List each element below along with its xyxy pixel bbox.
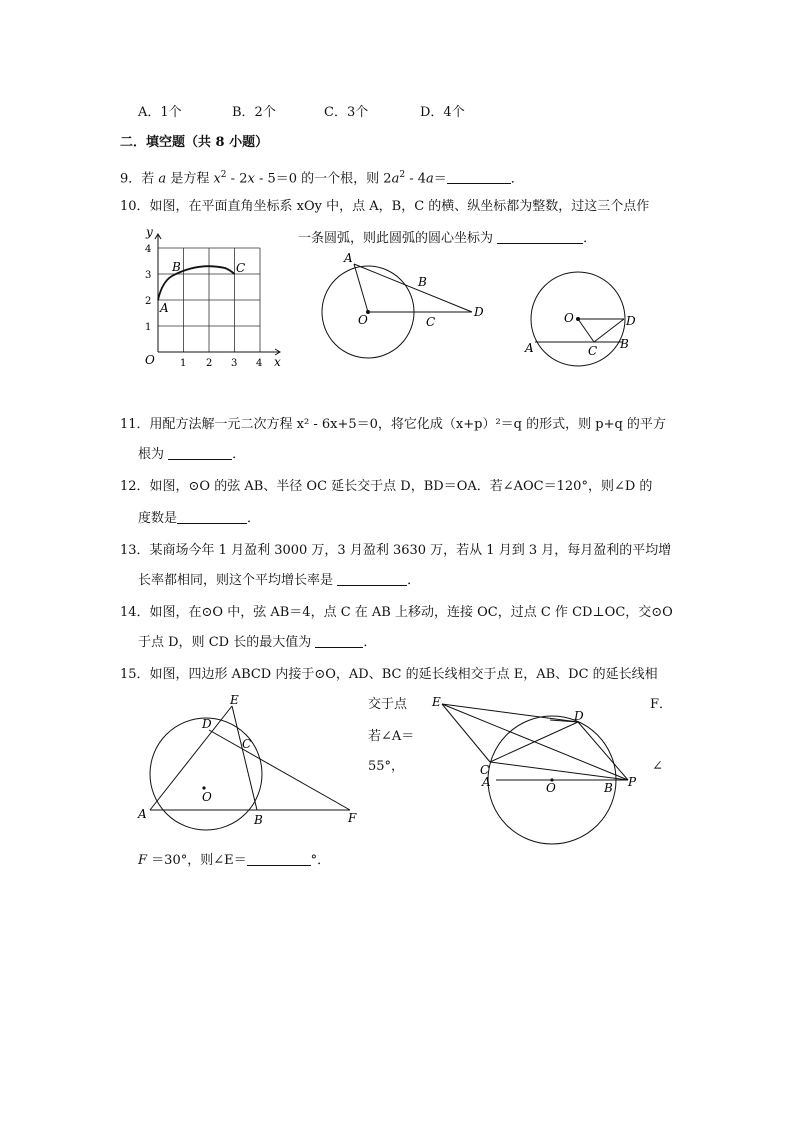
label-o: O: [564, 311, 574, 325]
option-d: D．4个: [420, 105, 465, 120]
option-a: A．1个: [138, 105, 182, 120]
answer-blank[interactable]: [247, 852, 311, 866]
label-e: E: [432, 695, 441, 709]
answer-blank[interactable]: [337, 572, 407, 586]
x-tick: 4: [256, 358, 263, 369]
question-15-frag: 若∠A＝: [368, 729, 415, 744]
label-d: D: [626, 314, 636, 328]
label-c: C: [588, 344, 598, 358]
question-15-last-line: F ＝30°，则∠E＝ °．: [138, 853, 331, 868]
y-tick: 2: [145, 296, 152, 307]
y-tick: 4: [145, 244, 152, 255]
question-12-line2: 度数是 ．: [138, 511, 261, 526]
label-c: C: [242, 737, 252, 751]
question-13-line2: 长率都相同，则这个平均增长率是 ．: [138, 573, 421, 588]
figure-q12: [318, 250, 498, 365]
origin-label: O: [145, 353, 155, 367]
x-tick: 2: [206, 358, 213, 369]
question-15-line1: 15．如图，四边形 ABCD 内接于⊙O，AD、BC 的延长线相交于点 E，AB、DC 的延长线相: [120, 667, 658, 682]
label-b: B: [254, 813, 263, 827]
label-d: D: [474, 305, 484, 319]
label-c: C: [426, 315, 436, 329]
label-b: B: [418, 275, 427, 289]
x-tick: 3: [231, 358, 238, 369]
figure-grid-arc: [140, 225, 290, 373]
figure-point-p: [428, 692, 644, 846]
figure-q14: [520, 266, 650, 366]
label-c: C: [480, 763, 490, 777]
y-axis-label: y: [146, 225, 153, 239]
label-o: O: [546, 781, 556, 795]
y-tick: 3: [145, 270, 152, 281]
question-13-line1: 13．某商场今年 1 月盈利 3000 万，3 月盈利 3630 万，若从 1 月到 3 月，每月盈利的平均增: [120, 543, 672, 558]
option-c: C．3个: [324, 105, 369, 120]
answer-blank[interactable]: [177, 510, 247, 524]
label-b: B: [604, 781, 613, 795]
y-tick: 1: [145, 322, 152, 333]
question-14-line2: 于点 D，则 CD 长的最大值为 ．: [138, 635, 377, 650]
question-14-line1: 14．如图，在⊙O 中，弦 AB＝4，点 C 在 AB 上移动，连接 OC，过点 C 作 CD⊥OC，交⊙O: [120, 605, 673, 620]
answer-blank[interactable]: [447, 170, 511, 184]
question-15-frag: F．: [650, 697, 673, 712]
label-p: P: [628, 775, 637, 789]
question-10-line2: 一条圆弧，则此圆弧的圆心坐标为 ．: [298, 231, 597, 246]
label-a: A: [482, 775, 491, 789]
x-axis-label: x: [274, 355, 281, 369]
label-b: B: [620, 337, 629, 351]
question-15-frag: 交于点: [368, 697, 408, 712]
label-e: E: [230, 693, 239, 707]
figure-q15: [134, 694, 370, 834]
point-label-c: C: [236, 261, 246, 275]
answer-blank[interactable]: [168, 446, 232, 460]
question-11-line1: 11．用配方法解一元二次方程 x² - 6x+5＝0，将它化成（x+p）²＝q 的形式，则 p+q 的平方: [120, 417, 666, 432]
question-9: 9．若 a 是方程 $x^2 - 2x - 5=0$ 的一个根，则 $2a^2 - 4a=$ ．: [120, 170, 524, 187]
question-12-line1: 12．如图，⊙O 的弦 AB、半径 OC 延长交于点 D，BD＝OA．若∠AOC＝120°，则∠D 的: [120, 479, 653, 494]
point-label-a: A: [160, 301, 169, 315]
answer-blank[interactable]: [497, 230, 583, 244]
question-10-line1: 10．如图，在平面直角坐标系 xOy 中，点 A，B，C 的横、纵坐标都为整数，过这三个点作: [120, 199, 650, 214]
label-o: O: [358, 313, 368, 327]
x-tick: 1: [180, 358, 187, 369]
answer-blank[interactable]: [315, 634, 363, 648]
label-f: F: [348, 811, 357, 825]
label-d: D: [202, 717, 212, 731]
section-title: 二．填空题（共 8 小题）: [120, 135, 269, 150]
label-o: O: [202, 790, 212, 804]
question-11-line2: 根为 ．: [138, 447, 246, 462]
label-a: A: [525, 341, 534, 355]
question-15-frag: ∠: [652, 759, 663, 774]
point-label-b: B: [172, 260, 181, 274]
label-a: A: [344, 251, 353, 265]
label-d: D: [574, 709, 584, 723]
label-a: A: [138, 807, 147, 821]
question-15-frag: 55°，: [368, 759, 405, 774]
option-b: B．2个: [232, 105, 276, 120]
